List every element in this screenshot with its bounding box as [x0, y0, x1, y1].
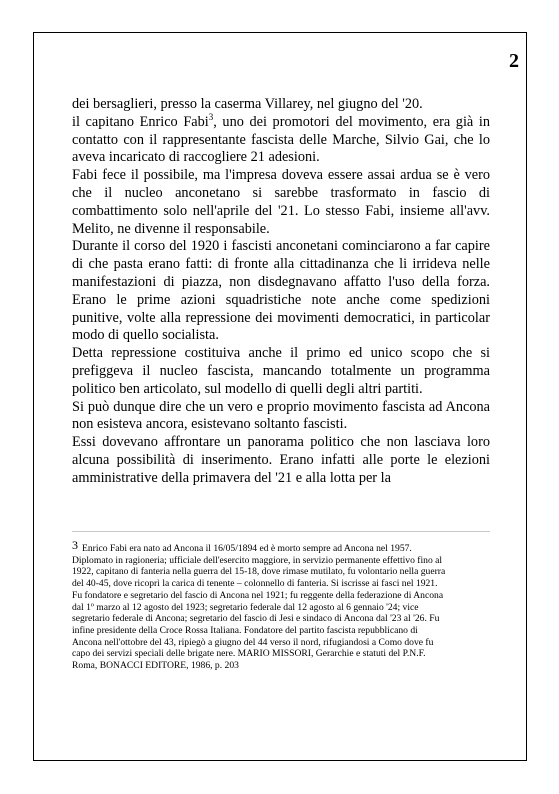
footnote-marker: 3	[72, 538, 78, 552]
footnote-line: Fu fondatore e segretario del fascio di Ancona nel 1921; fu reggente della federazione di Ancona	[72, 589, 444, 601]
paragraph-3: Fabi fece il possibile, ma l'impresa doveva essere assai ardua se è vero che il nucleo anconetano si sarebbe trasformato in fascio di combattimento solo nell'aprile del '21. Lo stesso Fabi, insieme all'avv. Melito, ne divenne il responsabile.	[72, 167, 490, 237]
paragraph-5: Detta repressione costituiva anche il primo ed unico scopo che si prefiggeva il nucleo fascista, mancando totalmente un programma politico ben articolato, sul modello di quelli degli altri partiti.	[72, 345, 490, 397]
footnote-line: segretario federale di Ancona; segretario del fascio di Jesi e sindaco di Ancona dal '23 al '26. Fu	[72, 613, 440, 625]
footnote	[72, 540, 477, 672]
paragraph-4: Durante il corso del 1920 i fascisti anconetani cominciarono a far capire di che pasta erano fatti: di fronte alla cittadinanza che li irrideva nelle manifestazioni di piazza, non disdegnavano affatto l'uso della forza. Erano le prime azioni squadristiche note anche come spedizioni punitive, volte alla repressione dei movimenti democratici, in particolar modo di quello socialista.	[72, 238, 490, 344]
footnote-reference: 3	[208, 112, 214, 123]
footnote-line: Ancona nell'ottobre del 43, ripiegò a giugno del 44 verso il nord, rifugiandosi a Como dove fu	[72, 636, 434, 648]
footnote-line: capo dei servizi speciali delle brigate nere. MARIO MISSORI, Gerarchie e statuti del P.N.F.	[72, 648, 426, 660]
paragraph-1: dei bersaglieri, presso la caserma Villarey, nel giugno del '20.	[72, 96, 423, 112]
footnote-line: 1922, capitano di fanteria nella guerra del 15-18, dove rimase mutilato, fu volontario nella guerra	[72, 566, 446, 578]
paragraph-7: Essi dovevano affrontare un panorama politico che non lasciava loro alcuna possibilità di inserimento. Erano infatti alle porte le elezioni amministrative della primavera del '21 e alla lotta per la	[72, 434, 490, 486]
paragraph-2-start: il capitano Enrico Fabi	[72, 113, 209, 130]
footnote-line: del 40-45, dove ricoprì la carica di tenente – colonnello di fanteria. Si iscrisse ai fasci nel 1921.	[72, 578, 438, 590]
footnote-line-text: Enrico Fabi era nato ad Ancona il 16/05/1894 ed è morto sempre ad Ancona nel 1957.	[82, 543, 412, 554]
body-text	[72, 96, 490, 488]
footnote-line: Diplomato in ragioneria; ufficiale dell'esercito maggiore, in servizio permanente effettivo fino al	[72, 554, 443, 566]
footnote-line: Roma, BONACCI EDITORE, 1986, p. 203	[72, 660, 239, 672]
footnote-separator	[72, 531, 490, 532]
footnote-line	[72, 540, 477, 555]
paragraph-2-rest: , uno dei promotori del movimento, era già in contatto con il rappresentante fascista delle Marche, Silvio Gai, che lo aveva incaricato di raccogliere 21 adesioni.	[72, 113, 490, 166]
paragraph-2	[72, 114, 490, 167]
footnote-line: infine presidente della Croce Rossa Italiana. Fondatore del partito fascista repubblicano di	[72, 624, 418, 636]
page-number: 2	[509, 50, 519, 72]
paragraph-6: Si può dunque dire che un vero e proprio movimento fascista ad Ancona non esisteva ancora, esistevano soltanto fascisti.	[72, 398, 490, 433]
footnote-line: dal 1º marzo al 12 agosto del 1923; segretario federale dal 12 agosto al 6 gennaio '24; vice	[72, 601, 419, 613]
